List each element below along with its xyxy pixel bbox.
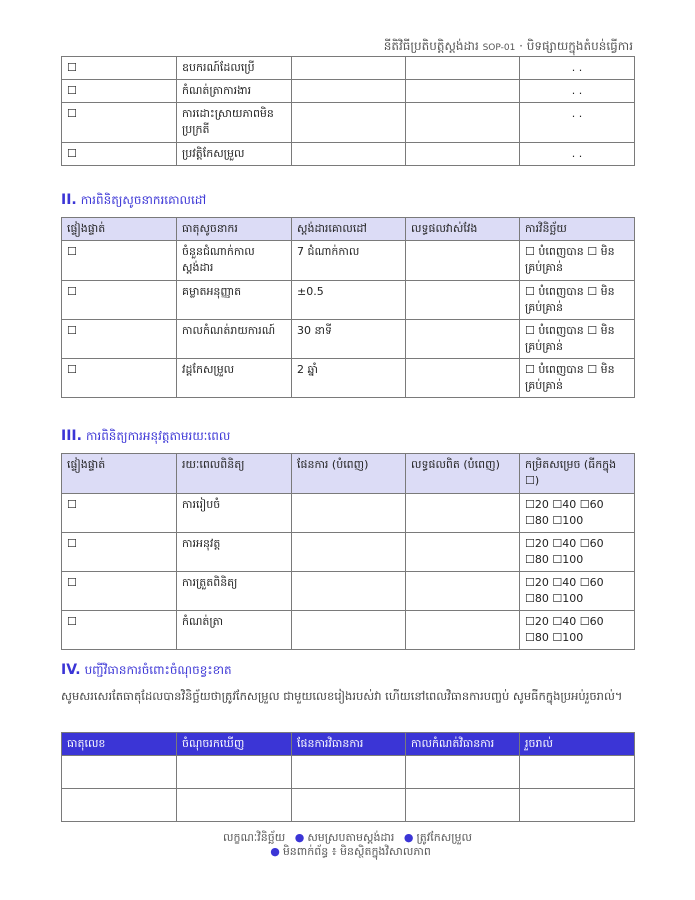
header-subtitle: · បិទផ្សាយក្នុងតំបន់ធ្វើការ: [519, 39, 633, 53]
table-row: [62, 80, 635, 103]
section-2-heading: [61, 192, 206, 210]
empty-cell[interactable]: [406, 789, 520, 822]
target-cell: 2 ឆ្នាំ: [292, 359, 406, 398]
table-row: [62, 241, 635, 281]
achievement-options[interactable]: ☐20 ☐40 ☐60: [525, 498, 604, 511]
plan-cell[interactable]: [292, 572, 406, 611]
schedule-table: [61, 453, 635, 650]
column-header: ធាតុលេខ: [62, 733, 177, 756]
table-row: [62, 103, 635, 143]
empty-cell[interactable]: [292, 80, 406, 103]
empty-cell[interactable]: [292, 789, 406, 822]
empty-cell[interactable]: [406, 143, 520, 166]
item-cell: កំណត់ត្រា: [177, 611, 292, 650]
actual-cell[interactable]: [406, 533, 520, 572]
checkbox[interactable]: ☐: [62, 320, 177, 359]
legend-line: [0, 845, 695, 859]
item-cell: កាលកំណត់រាយការណ៍: [177, 320, 292, 359]
section-number: II.: [61, 192, 77, 208]
section-number: III.: [61, 428, 82, 444]
item-cell: ការដោះស្រាយភាពមិនប្រក្រតី: [177, 103, 292, 143]
achievement-options[interactable]: ☐80 ☐100: [525, 631, 584, 644]
item-cell: កំណត់ត្រាការងារ: [177, 80, 292, 103]
actual-cell[interactable]: [406, 494, 520, 533]
empty-cell[interactable]: [520, 789, 635, 822]
achievement-options[interactable]: ☐80 ☐100: [525, 592, 584, 605]
item-cell: ការត្រួតពិនិត្យ: [177, 572, 292, 611]
legend-item: ត្រូវកែសម្រួល: [416, 831, 472, 844]
column-header: ធាតុសូចនាករ: [177, 218, 292, 241]
table-row: [62, 789, 635, 822]
checkbox[interactable]: ☐: [62, 281, 177, 320]
legend-item: មិនពាក់ព័ន្ធ ៖ មិនស្ថិតក្នុងវិសាលភាព: [282, 845, 431, 858]
column-header: ផែនការវិធានការ: [292, 733, 406, 756]
column-header: លទ្ធផលពិត (បំពេញ): [406, 454, 520, 494]
table-row: [62, 611, 635, 650]
column-header: រយៈពេលពិនិត្យ: [177, 454, 292, 494]
judgment-cell[interactable]: ☐ បំពេញបាន ☐ មិនគ្រប់គ្រាន់: [520, 320, 635, 359]
target-indicator-table: [61, 217, 635, 398]
table-row: [62, 320, 635, 359]
actual-cell[interactable]: [406, 572, 520, 611]
empty-cell[interactable]: [292, 57, 406, 80]
target-cell: 7 ជំណាក់កាល: [292, 241, 406, 281]
item-cell: វដ្តកែសម្រួល: [177, 359, 292, 398]
empty-cell[interactable]: [406, 80, 520, 103]
item-cell: ការអនុវត្ត: [177, 533, 292, 572]
dots-cell: . .: [520, 143, 635, 166]
achievement-options[interactable]: ☐20 ☐40 ☐60: [525, 615, 604, 628]
target-cell: ±0.5: [292, 281, 406, 320]
measured-cell[interactable]: [406, 281, 520, 320]
measured-cell[interactable]: [406, 320, 520, 359]
column-header: កាលកំណត់វិធានការ: [406, 733, 520, 756]
empty-cell[interactable]: [292, 103, 406, 143]
plan-cell[interactable]: [292, 494, 406, 533]
column-header: ផ្ទៀងផ្ទាត់: [62, 454, 177, 494]
page-header: [384, 38, 633, 56]
actual-cell[interactable]: [406, 611, 520, 650]
checkbox[interactable]: ☐: [62, 572, 177, 611]
column-header: ផ្ទៀងផ្ទាត់: [62, 218, 177, 241]
checkbox[interactable]: ☐: [62, 494, 177, 533]
checkbox[interactable]: ☐: [62, 103, 177, 143]
achievement-cell[interactable]: [520, 572, 635, 611]
table-row: [62, 57, 635, 80]
checkbox[interactable]: ☐: [62, 57, 177, 80]
table-row: [62, 533, 635, 572]
table-row: [62, 359, 635, 398]
column-header: ផែនការ (បំពេញ): [292, 454, 406, 494]
achievement-options[interactable]: ☐80 ☐100: [525, 514, 584, 527]
section-4-heading: [61, 662, 232, 680]
empty-cell[interactable]: [406, 103, 520, 143]
section-number: IV.: [61, 662, 81, 678]
measured-cell[interactable]: [406, 359, 520, 398]
section-3-heading: [61, 428, 230, 446]
column-header: ស្តង់ដារគោលដៅ: [292, 218, 406, 241]
achievement-cell[interactable]: [520, 533, 635, 572]
empty-cell[interactable]: [177, 756, 292, 789]
equipment-table: [61, 56, 635, 166]
empty-cell[interactable]: [177, 789, 292, 822]
empty-cell[interactable]: [292, 143, 406, 166]
column-header: ចំណុចរកឃើញ: [177, 733, 292, 756]
dots-cell: . .: [520, 57, 635, 80]
measured-cell[interactable]: [406, 241, 520, 281]
table-row: [62, 494, 635, 533]
section-title: បញ្ជីវិធានការចំពោះចំណុចខ្វះខាត: [84, 663, 232, 677]
section-title: ការពិនិត្យការអនុវត្តតាមរយៈពេល: [85, 429, 231, 443]
empty-cell[interactable]: [62, 789, 177, 822]
legend-label: លក្ខណៈវិនិច្ឆ័យ: [223, 831, 286, 844]
empty-cell[interactable]: [520, 756, 635, 789]
dots-cell: . .: [520, 103, 635, 143]
checkbox[interactable]: ☐: [62, 143, 177, 166]
legend-line: [0, 831, 695, 845]
plan-cell[interactable]: [292, 611, 406, 650]
checkbox[interactable]: ☐: [62, 359, 177, 398]
judgment-cell[interactable]: ☐ បំពេញបាន ☐ មិនគ្រប់គ្រាន់: [520, 359, 635, 398]
header-title: នីតិវិធីប្រតិបត្តិស្តង់ដារ: [383, 39, 479, 53]
checkbox[interactable]: ☐: [62, 241, 177, 281]
item-cell: ចំនួនជំណាក់កាលស្តង់ដារ: [177, 241, 292, 281]
column-header: លទ្ធផលវាស់វែង: [406, 218, 520, 241]
empty-cell[interactable]: [292, 756, 406, 789]
plan-cell[interactable]: [292, 533, 406, 572]
table-header-row: [62, 454, 635, 494]
criteria-legend: [0, 831, 695, 859]
item-cell: គម្លាតអនុញ្ញាត: [177, 281, 292, 320]
table-row: [62, 756, 635, 789]
table-row: [62, 281, 635, 320]
judgment-cell[interactable]: ☐ បំពេញបាន ☐ មិនគ្រប់គ្រាន់: [520, 281, 635, 320]
table-row: [62, 143, 635, 166]
table-header-row: [62, 733, 635, 756]
instruction-paragraph: សូមសរសេរតែធាតុដែលបានវិនិច្ឆ័យថាត្រូវកែសម្រួល ជាមួយលេខរៀងរបស់វា ហើយនៅពេលវិធានការបញ្ចប់ សូមធីកក្នុងប្រអប់រួចរាល់។: [61, 689, 623, 703]
target-cell: 30 នាទី: [292, 320, 406, 359]
item-cell: ឧបករណ៍ដែលប្រើ: [177, 57, 292, 80]
column-header: រួចរាល់: [520, 733, 635, 756]
checkbox[interactable]: ☐: [62, 611, 177, 650]
column-header: ការវិនិច្ឆ័យ: [520, 218, 635, 241]
section-title: ការពិនិត្យសូចនាករគោលដៅ: [80, 193, 207, 207]
header-code: SOP-01: [482, 43, 516, 53]
empty-cell[interactable]: [406, 756, 520, 789]
bullet-icon: ●: [294, 831, 305, 844]
legend-item: សមស្របតាមស្តង់ដារ: [307, 831, 395, 844]
checkbox[interactable]: ☐: [62, 80, 177, 103]
bullet-icon: ●: [403, 831, 414, 844]
corrective-action-table: [61, 732, 635, 822]
judgment-cell[interactable]: ☐ បំពេញបាន ☐ មិនគ្រប់គ្រាន់: [520, 241, 635, 281]
dots-cell: . .: [520, 80, 635, 103]
achievement-options[interactable]: ☐20 ☐40 ☐60: [525, 576, 604, 589]
achievement-options[interactable]: ☐80 ☐100: [525, 553, 584, 566]
column-header: កម្រិតសម្រេច (ធីកក្នុង ☐): [520, 454, 635, 494]
bullet-icon: ●: [270, 845, 280, 858]
table-row: [62, 572, 635, 611]
empty-cell[interactable]: [406, 57, 520, 80]
achievement-options[interactable]: ☐20 ☐40 ☐60: [525, 537, 604, 550]
checkbox[interactable]: ☐: [62, 533, 177, 572]
achievement-cell[interactable]: [520, 494, 635, 533]
item-cell: ប្រវត្តិកែសម្រួល: [177, 143, 292, 166]
item-cell: ការរៀបចំ: [177, 494, 292, 533]
achievement-cell[interactable]: [520, 611, 635, 650]
empty-cell[interactable]: [62, 756, 177, 789]
table-header-row: [62, 218, 635, 241]
